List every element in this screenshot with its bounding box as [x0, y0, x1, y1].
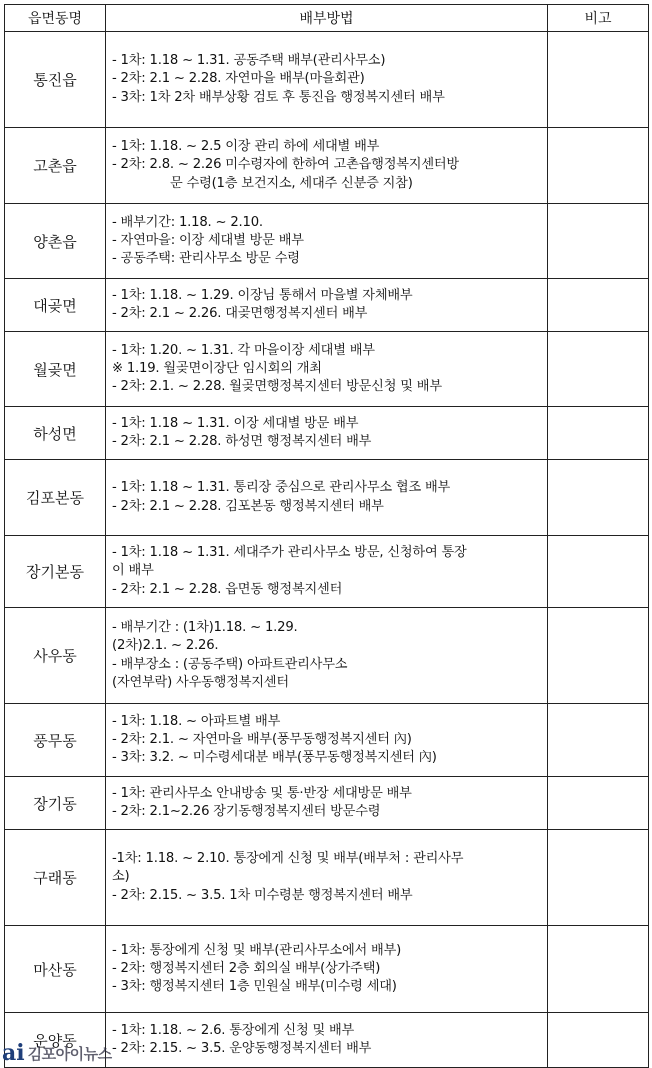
district-name: 풍무동 [5, 704, 106, 777]
method-line: - 1차: 1.18 ~ 1.31. 세대주가 관리사무소 방문, 신청하여 통장 [112, 545, 467, 561]
note-cell [548, 279, 649, 332]
header-note: 비고 [548, 5, 649, 32]
method-line: - 배부기간: 1.18. ~ 2.10. [112, 214, 263, 230]
method-line: - 배부기간 : (1차)1.18. ~ 1.29. [112, 619, 298, 635]
header-district: 읍면동명 [5, 5, 106, 32]
table-row [5, 926, 649, 1013]
method-line: - 1차: 관리사무소 안내방송 및 통·반장 세대방문 배부 [112, 785, 412, 801]
table-row [5, 407, 649, 460]
method-line: (2차)2.1. ~ 2.26. [112, 638, 219, 654]
method-line: - 1차: 1.18. ~ 2.6. 통장에게 신청 및 배부 [112, 1022, 355, 1038]
method-line: - 2차: 2.1 ~ 2.28. 자연마을 배부(마을회관) [112, 71, 365, 87]
method-line: ※ 1.19. 월곶면이장단 임시회의 개최 [112, 360, 322, 376]
table-row [5, 777, 649, 830]
note-cell [548, 32, 649, 128]
method-line: - 1차: 1.18. ~ 1.29. 이장님 통해서 마을별 자체배부 [112, 287, 413, 303]
method-line: - 1차: 1.18. ~ 아파트별 배부 [112, 713, 281, 729]
distribution-method [106, 704, 548, 777]
table-row [5, 279, 649, 332]
watermark-text: 김포아이뉴스 [27, 1044, 112, 1063]
district-name: 김포본동 [5, 460, 106, 536]
method-line: 이 배부 [112, 563, 154, 579]
district-name: 월곶면 [5, 332, 106, 407]
table-row [5, 32, 649, 128]
note-cell [548, 128, 649, 204]
method-line: (자연부락) 사우동행정복지센터 [112, 674, 289, 690]
distribution-method [106, 204, 548, 279]
method-line: - 2차: 2.1 ~ 2.28. 김포본동 행정복지센터 배부 [112, 498, 384, 514]
distribution-method [106, 536, 548, 608]
method-line: - 2차: 2.1. ~ 자연마을 배부(풍무동행정복지센터 內) [112, 731, 412, 747]
method-line: - 공동주택: 관리사무소 방문 수령 [112, 251, 300, 267]
method-line: - 2차: 2.8. ~ 2.26 미수령자에 한하여 고촌읍행정복지센터방 [112, 157, 459, 173]
distribution-method [106, 279, 548, 332]
district-name: 운양동 [5, 1013, 106, 1068]
distribution-method [106, 407, 548, 460]
district-name: 양촌읍 [5, 204, 106, 279]
note-cell [548, 926, 649, 1013]
header-method: 배부방법 [106, 5, 548, 32]
note-cell [548, 536, 649, 608]
method-line: -1차: 1.18. ~ 2.10. 통장에게 신청 및 배부(배부처 : 관리사무 [112, 851, 464, 867]
watermark-logo [2, 1041, 112, 1065]
method-line: - 2차: 2.15. ~ 3.5. 1차 미수령분 행정복지센터 배부 [112, 887, 413, 903]
table-row [5, 704, 649, 777]
method-line: - 3차: 1차 2차 배부상황 검토 후 통진읍 행정복지센터 배부 [112, 89, 445, 105]
district-name: 장기동 [5, 777, 106, 830]
method-line: - 2차: 행정복지센터 2층 회의실 배부(상가주택) [112, 960, 381, 976]
method-line: - 1차: 1.18 ~ 1.31. 공동주택 배부(관리사무소) [112, 53, 386, 69]
method-line: 문 수령(1층 보건지소, 세대주 신분증 지참) [170, 175, 413, 191]
method-line: - 1차: 통장에게 신청 및 배부(관리사무소에서 배부) [112, 942, 402, 958]
district-name: 대곶면 [5, 279, 106, 332]
note-cell [548, 204, 649, 279]
note-cell [548, 460, 649, 536]
method-line: 소) [112, 869, 130, 885]
method-line: - 1차: 1.20. ~ 1.31. 각 마을이장 세대별 배부 [112, 342, 375, 358]
method-line: - 2차: 2.1. ~ 2.28. 월곶면행정복지센터 방문신청 및 배부 [112, 379, 442, 395]
district-name: 마산동 [5, 926, 106, 1013]
table-row [5, 536, 649, 608]
district-name: 구래동 [5, 830, 106, 926]
note-cell [548, 407, 649, 460]
note-cell [548, 704, 649, 777]
distribution-table [4, 4, 649, 1068]
method-line: - 2차: 2.1 ~ 2.28. 읍면동 행정복지센터 [112, 581, 343, 597]
note-cell [548, 332, 649, 407]
method-line: - 2차: 2.1 ~ 2.28. 하성면 행정복지센터 배부 [112, 434, 372, 449]
distribution-method [106, 460, 548, 536]
method-line: - 2차: 2.1~2.26 장기동행정복지센터 방문수령 [112, 804, 381, 819]
table-row [5, 128, 649, 204]
watermark-mark: ai [2, 1040, 25, 1066]
note-cell [548, 1013, 649, 1068]
district-name: 고촌읍 [5, 128, 106, 204]
note-cell [548, 608, 649, 704]
method-line: - 3차: 행정복지센터 1층 민원실 배부(미수령 세대) [112, 979, 397, 995]
distribution-method [106, 830, 548, 926]
distribution-method [106, 128, 548, 204]
method-line: - 자연마을: 이장 세대별 방문 배부 [112, 232, 304, 248]
table-header-row [5, 5, 649, 32]
district-name: 장기본동 [5, 536, 106, 608]
table-row [5, 332, 649, 407]
method-line: - 3차: 3.2. ~ 미수령세대분 배부(풍무동행정복지센터 內) [112, 750, 437, 766]
district-name: 통진읍 [5, 32, 106, 128]
table-row [5, 204, 649, 279]
method-line: - 2차: 2.15. ~ 3.5. 운양동행정복지센터 배부 [112, 1041, 372, 1056]
method-line: - 배부장소 : (공동주택) 아파트관리사무소 [112, 656, 348, 672]
method-line: - 1차: 1.18. ~ 2.5 이장 관리 하에 세대별 배부 [112, 139, 380, 155]
table-row [5, 608, 649, 704]
distribution-method [106, 1013, 548, 1068]
table-row [5, 460, 649, 536]
district-name: 사우동 [5, 608, 106, 704]
note-cell [548, 777, 649, 830]
note-cell [548, 830, 649, 926]
method-line: - 2차: 2.1 ~ 2.26. 대곶면행정복지센터 배부 [112, 306, 368, 321]
method-line: - 1차: 1.18 ~ 1.31. 통리장 중심으로 관리사무소 협조 배부 [112, 480, 451, 496]
distribution-method [106, 332, 548, 407]
distribution-method [106, 32, 548, 128]
district-name: 하성면 [5, 407, 106, 460]
distribution-method [106, 777, 548, 830]
distribution-method [106, 926, 548, 1013]
method-line: - 1차: 1.18 ~ 1.31. 이장 세대별 방문 배부 [112, 415, 359, 431]
table-row [5, 830, 649, 926]
distribution-method [106, 608, 548, 704]
